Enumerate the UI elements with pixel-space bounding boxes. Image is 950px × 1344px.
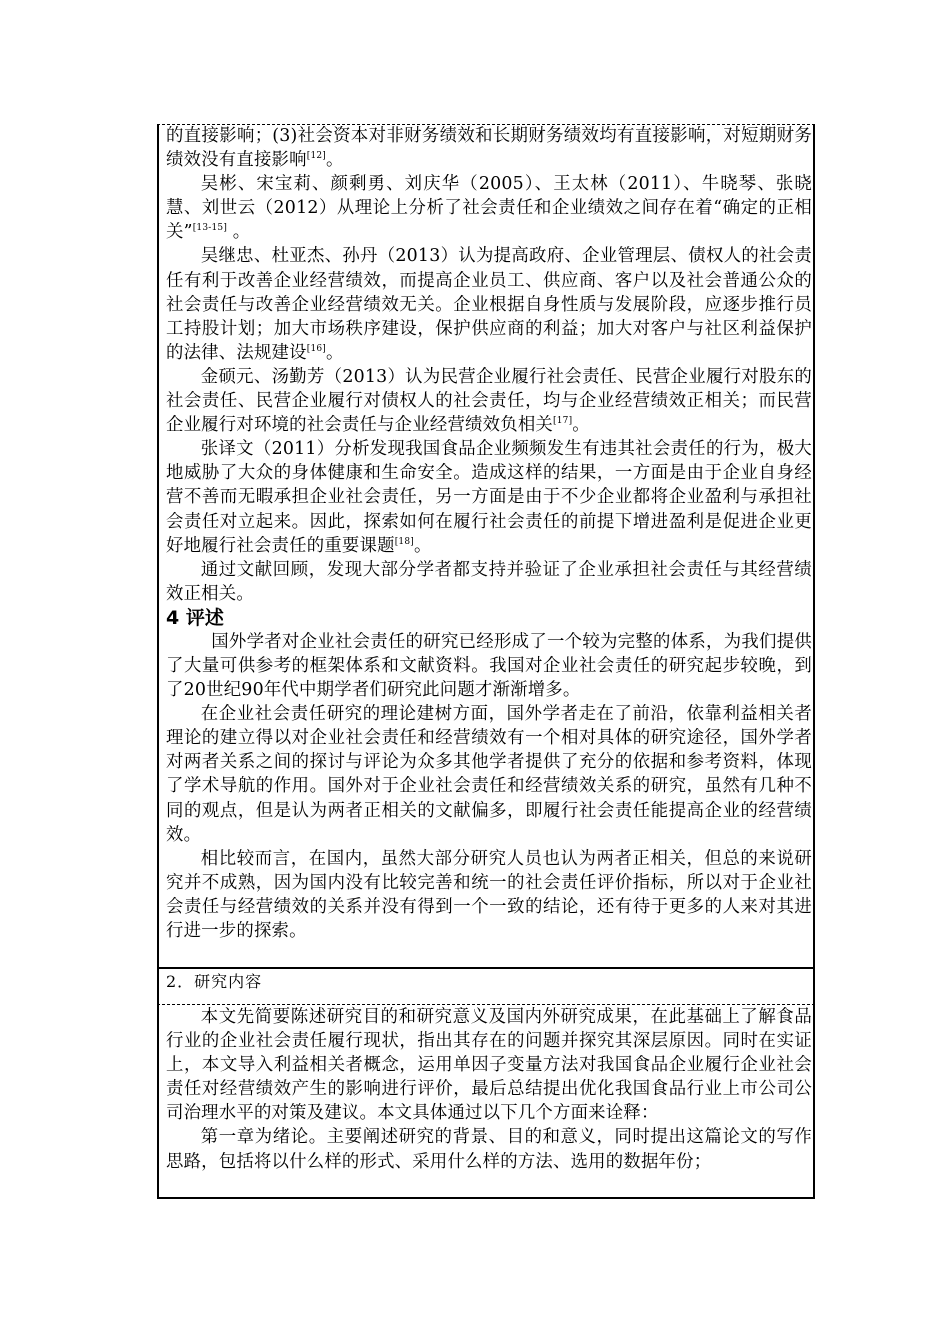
paragraph-review-summary: 通过文献回顾，发现大部分学者都支持并验证了企业承担社会责任与其经营绩效正相关。 [166,559,812,604]
paragraph-zhang-yiwen: 张译文（2011）分析发现我国食品企业频频发生有违其社会责任的行为，极大地威胁了大众的身体健康和生命安全。造成这样的结果，一方面是由于企业自身经营不善而无暇承担企业社会责任，另一方面是由于不少企业都将企业盈利与承担社会责任对立起来。因此，探索如何在履行社会责任的前提下增进盈利是促进企业更好地履行社会责任的重要课题[18]。 [166,439,812,556]
literature-review-section [166,124,812,943]
research-content-heading: 2．研究内容 [166,972,263,991]
paragraph-foreign-research: 国外学者对企业社会责任的研究已经形成了一个较为完整的体系，为我们提供了大量可供参考的框架体系和文献资料。我国对企业社会责任的研究起步较晚，到了20世纪90年代中期学者们研究此问题才渐渐增多。 [166,631,812,701]
paragraph-jin-shuoyuan: 金硕元、汤勤芳（2013）认为民营企业履行社会责任、民营企业履行对股东的社会责任、民营企业履行对债权人的社会责任，均与企业经营绩效正相关；而民营企业履行对环境的社会责任与企业经营绩效负相关[17]。 [166,366,812,436]
paragraph-wu-jizhong: 吴继忠、杜亚杰、孙丹（2013）认为提高政府、企业管理层、债权人的社会责任有利于改善企业经营绩效，而提高企业员工、供应商、客户以及社会普通公众的社会责任与改善企业经营绩效无关。企业根据自身性质与发展阶段，应逐步推行员工持股计划；加大市场秩序建设，保护供应商的利益；加大对客户与社区利益保护的法律、法规建设[16]。 [166,246,812,363]
paragraph-theory: 在企业社会责任研究的理论建树方面，国外学者走在了前沿，依靠利益相关者理论的建立得以对企业社会责任和经营绩效有一个相对具体的研究途径，国外学者对两者关系之间的探讨与评论为众多其他学者提供了充分的依据和参考资料，体现了学术导航的作用。国外对于企业社会责任和经营绩效关系的研究，虽然有几种不同的观点，但是认为两者正相关的文献偏多，即履行社会责任能提高企业的经营绩效。 [166,704,812,845]
citation: [16] [306,343,327,354]
paragraph-comparison: 相比较而言，在国内，虽然大部分研究人员也认为两者正相关，但总的来说研究并不成熟，因为国内没有比较完善和统一的社会责任评价指标，所以对于企业社会责任与经营绩效的关系并没有得到一个一致的结论，还有待于更多的人来对其进行进一步的探索。 [166,848,812,941]
paragraph-chapter-one: 第一章为绪论。主要阐述研究的背景、目的和意义，同时提出这篇论文的写作思路，包括将以什么样的形式、采用什么样的方法、选用的数据年份； [166,1127,812,1172]
section-heading-review: 4 评述 [166,606,224,629]
citation: [12] [306,151,327,162]
citation: [18] [394,536,414,547]
citation: [17] [553,416,573,427]
paragraph-continuation: 的直接影响；(3)社会资本对非财务绩效和长期财务绩效均有直接影响，对短期财务绩效没有直接影响[12]。 [166,126,812,171]
citation: [13-15] [192,223,228,234]
research-content-section [166,1005,812,1174]
paragraph-intro: 本文先简要陈述研究目的和研究意义及国内外研究成果，在此基础上了解食品行业的企业社会责任履行现状，指出其存在的问题并探究其深层原因。同时在实证上，本文导入利益相关者概念，运用单因子变量方法对我国食品企业履行企业社会责任对经营绩效产生的影响进行评价，最后总结提出优化我国食品行业上市公司公司治理水平的对策及建议。本文具体通过以下几个方面来诠释： [166,1007,812,1124]
paragraph-wu-bin: 吴彬、宋宝莉、颜剩勇、刘庆华（2005）、王太林（2011）、牛晓琴、张晓慧、刘世云（2012）从理论上分析了社会责任和企业绩效之间存在着“确定的正相关”[13-15] 。 [166,174,812,243]
